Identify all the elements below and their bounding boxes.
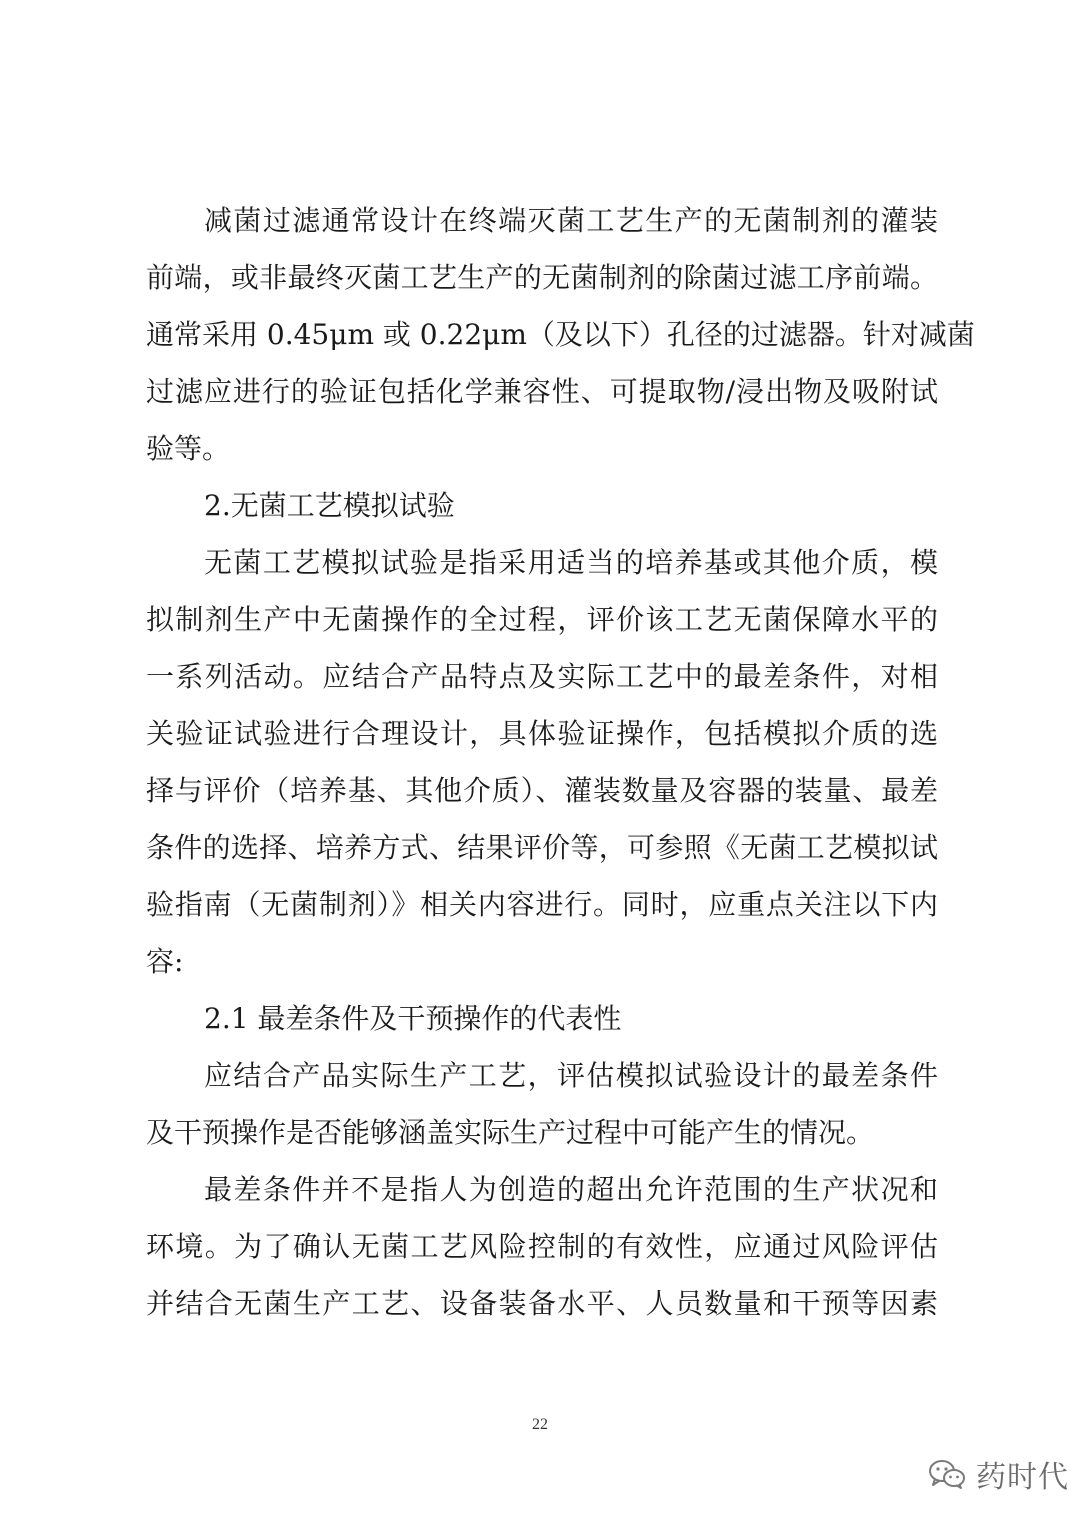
paragraph-line: 关验证试验进行合理设计，具体验证操作，包括模拟介质的选 bbox=[146, 717, 938, 750]
document-body bbox=[146, 192, 975, 1332]
paragraph-line: 及干预操作是否能够涵盖实际生产过程中可能产生的情况。 bbox=[146, 1116, 875, 1149]
paragraph-line: 一系列活动。应结合产品特点及实际工艺中的最差条件，对相 bbox=[146, 660, 938, 693]
subsection-heading: 2.1 最差条件及干预操作的代表性 bbox=[204, 1002, 622, 1035]
paragraph-line: 最差条件并不是指人为创造的超出允许范围的生产状况和 bbox=[204, 1173, 938, 1206]
paragraph-line: 验等。 bbox=[146, 432, 231, 465]
paragraph-line: 通常采用 0.45μm 或 0.22μm（及以下）孔径的过滤器。针对减菌 bbox=[146, 318, 975, 351]
paragraph-line: 拟制剂生产中无菌操作的全过程，评价该工艺无菌保障水平的 bbox=[146, 603, 938, 636]
watermark-text: 药时代 bbox=[976, 1460, 1069, 1495]
paragraph-line: 前端，或非最终灭菌工艺生产的无菌制剂的除菌过滤工序前端。 bbox=[146, 261, 938, 294]
paragraph-line: 环境。为了确认无菌工艺风险控制的有效性，应通过风险评估 bbox=[146, 1230, 938, 1263]
page-number: 22 bbox=[532, 1416, 548, 1433]
source-watermark bbox=[928, 1452, 1069, 1496]
paragraph-line: 并结合无菌生产工艺、设备装备水平、人员数量和干预等因素 bbox=[146, 1287, 938, 1320]
paragraph-line: 无菌工艺模拟试验是指采用适当的培养基或其他介质，模 bbox=[204, 546, 938, 579]
paragraph-line: 减菌过滤通常设计在终端灭菌工艺生产的无菌制剂的灌装 bbox=[204, 204, 938, 237]
paragraph-line: 容: bbox=[146, 945, 184, 978]
wechat-icon bbox=[928, 1458, 966, 1490]
paragraph-line: 条件的选择、培养方式、结果评价等，可参照《无菌工艺模拟试 bbox=[146, 831, 938, 864]
paragraph-line: 择与评价（培养基、其他介质）、灌装数量及容器的装量、最差 bbox=[146, 774, 938, 807]
paragraph-line: 应结合产品实际生产工艺，评估模拟试验设计的最差条件 bbox=[204, 1059, 938, 1092]
paragraph-line: 验指南（无菌制剂）》相关内容进行。同时，应重点关注以下内 bbox=[146, 888, 938, 921]
paragraph-line: 过滤应进行的验证包括化学兼容性、可提取物/浸出物及吸附试 bbox=[146, 375, 938, 408]
section-heading: 2.无菌工艺模拟试验 bbox=[204, 489, 455, 522]
